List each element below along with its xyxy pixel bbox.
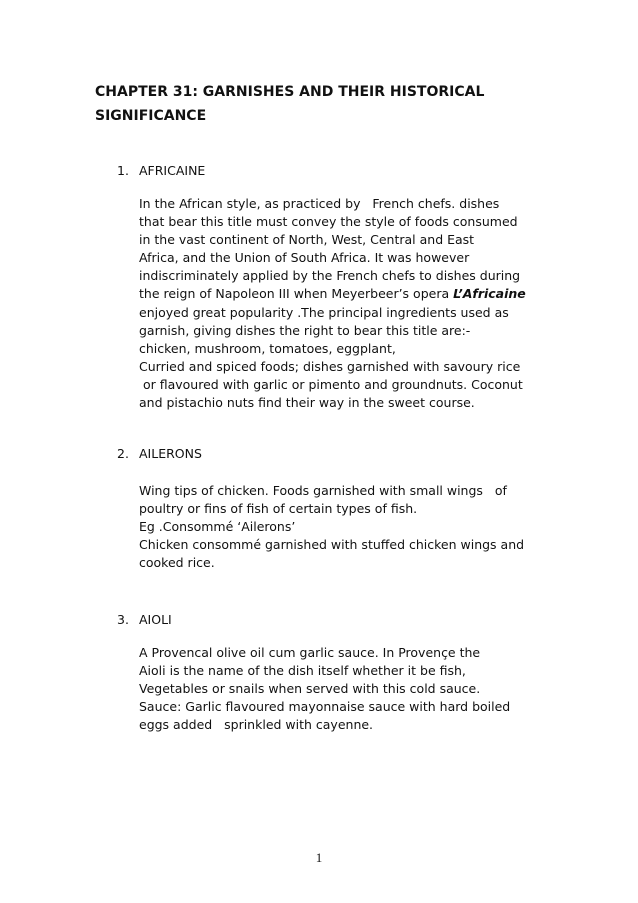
body-line-with-emphasis	[139, 285, 526, 303]
body-line: Sauce: Garlic flavoured mayonnaise sauce with hard boiled	[139, 699, 511, 715]
page-number: 1	[315, 850, 323, 865]
entry-body-ailerons	[139, 482, 524, 572]
body-line: chicken, mushroom, tomatoes, eggplant,	[139, 340, 396, 356]
entry-body-africaine	[139, 195, 526, 412]
body-line: eggs added sprinkled with cayenne.	[139, 717, 374, 733]
opera-title-emphasis: L’Africaine	[453, 286, 526, 302]
body-line: garnish, giving dishes the right to bear this title are:-	[139, 322, 471, 338]
body-line: Aioli is the name of the dish itself whether it be fish,	[139, 663, 466, 679]
entry-body-aioli	[139, 644, 510, 734]
entry-heading-ailerons	[117, 445, 202, 463]
body-line: Africa, and the Union of South Africa. It was however	[139, 250, 470, 266]
body-line: Wing tips of chicken. Foods garnished with small wings of	[139, 483, 507, 498]
entry-heading-aioli	[117, 611, 172, 629]
entry-title: AIOLI	[139, 612, 172, 627]
body-line-text: the reign of Napoleon III when Meyerbeer’s opera	[139, 286, 454, 302]
body-line: In the African style, as practiced by French chefs. dishes	[139, 196, 500, 211]
entry-heading-africaine	[117, 162, 205, 180]
body-line: in the vast continent of North, West, Central and East	[139, 232, 475, 248]
body-line: or flavoured with garlic or pimento and groundnuts. Coconut	[139, 376, 523, 392]
entry-title: AILERONS	[139, 446, 202, 461]
entry-number: 2.	[117, 446, 129, 461]
body-line: A Provencal olive oil cum garlic sauce. In Provençe the	[139, 645, 481, 660]
body-line: enjoyed great popularity .The principal ingredients used as	[139, 304, 509, 320]
body-line: that bear this title must convey the style of foods consumed	[139, 214, 518, 230]
entry-number: 1.	[117, 163, 129, 178]
chapter-title-line-2: SIGNIFICANCE	[95, 108, 207, 124]
chapter-title-line-1: CHAPTER 31: GARNISHES AND THEIR HISTORICAL	[95, 84, 485, 100]
body-line: indiscriminately applied by the French chefs to dishes during	[139, 268, 521, 284]
body-line: cooked rice.	[139, 555, 215, 571]
body-line: and pistachio nuts find their way in the sweet course.	[139, 395, 475, 411]
body-line: Chicken consommé garnished with stuffed chicken wings and	[139, 537, 525, 553]
entry-title: AFRICAINE	[139, 163, 206, 178]
chapter-title	[95, 80, 535, 128]
body-line: Vegetables or snails when served with this cold sauce.	[139, 681, 481, 697]
body-line: poultry or fins of fish of certain types of fish.	[139, 501, 418, 517]
body-line: Eg .Consommé ‘Ailerons’	[139, 519, 296, 535]
body-line: Curried and spiced foods; dishes garnished with savoury rice	[139, 358, 521, 374]
entry-number: 3.	[117, 612, 129, 627]
